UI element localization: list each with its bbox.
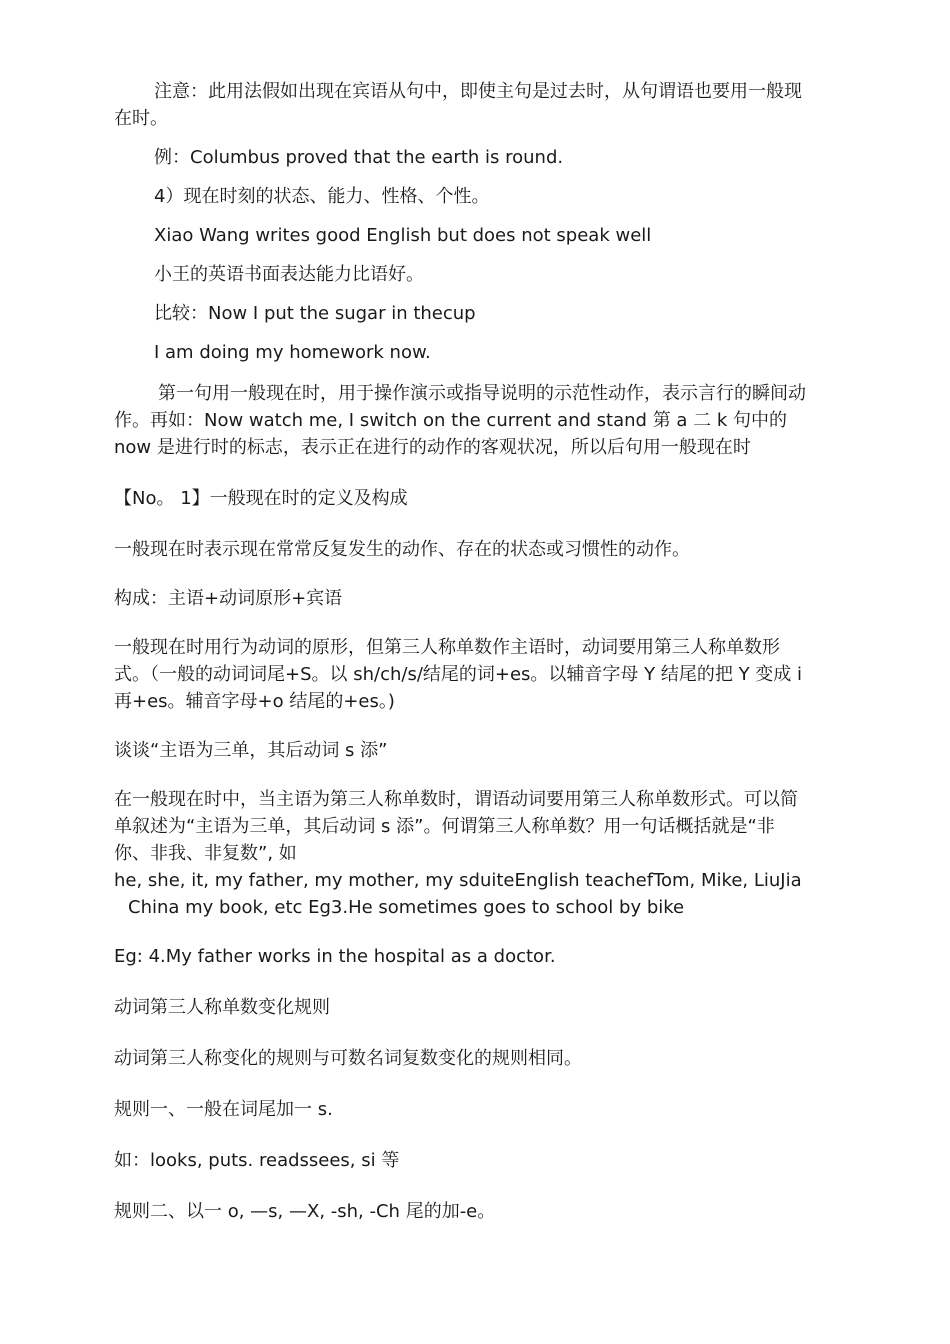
- text-line: 例：Columbus proved that the earth is round.: [154, 147, 564, 168]
- section-heading: 动词第三人称单数变化规则: [114, 997, 330, 1018]
- text-line: 作。再如：Now watch me, I switch on the current and stand 第 a 二 k 句中的: [114, 410, 788, 431]
- text-line: 4）现在时刻的状态、能力、性格、个性。: [154, 186, 490, 207]
- text-line: 如：looks, puts. readssees, si 等: [114, 1150, 400, 1171]
- text-line: 比较：Now I put the sugar in thecup: [154, 303, 476, 324]
- text-line: he, she, it, my father, my mother, my sduiteEnglish teachefTom, Mike, LiuJia: [114, 870, 802, 891]
- text-line: I am doing my homework now.: [154, 342, 431, 363]
- text-line: now 是进行时的标志，表示正在进行的动作的客观状况，所以后句用一般现在时: [114, 437, 751, 458]
- text-line: 再+es。辅音字母+o 结尾的+es。): [114, 691, 395, 712]
- text-line: 注意：此用法假如出现在宾语从句中，即使主句是过去时，从句谓语也要用一般现: [154, 81, 802, 102]
- text-line: 一般现在时用行为动词的原形，但第三人称单数作主语时，动词要用第三人称单数形: [114, 637, 780, 658]
- text-line: 在一般现在时中，当主语为第三人称单数时，谓语动词要用第三人称单数形式。可以简: [114, 789, 798, 810]
- text-line: 动词第三人称变化的规则与可数名词复数变化的规则相同。: [114, 1048, 582, 1069]
- text-line: Xiao Wang writes good English but does not speak well: [154, 225, 652, 246]
- text-line: 在时。: [114, 108, 168, 129]
- text-line: 规则二、以一 o, —s, —X, -sh, -Ch 尾的加-e。: [114, 1201, 496, 1222]
- text-line: 单叙述为“主语为三单，其后动词 s 添”。何谓第三人称单数？用一句话概括就是“非: [114, 816, 775, 837]
- text-line: 谈谈“主语为三单，其后动词 s 添”: [114, 740, 388, 761]
- text-line: 构成：主语+动词原形+宾语: [114, 588, 343, 609]
- text-line: 一般现在时表示现在常常反复发生的动作、存在的状态或习惯性的动作。: [114, 539, 690, 560]
- section-heading: 【No。 1】一般现在时的定义及构成: [114, 488, 408, 509]
- text-line: Eg: 4.My father works in the hospital as a doctor.: [114, 946, 556, 967]
- text-line: 规则一、一般在词尾加一 s.: [114, 1099, 333, 1120]
- text-line: 第一句用一般现在时，用于操作演示或指导说明的示范性动作，表示言行的瞬间动: [158, 383, 806, 404]
- text-line: 你、非我、非复数”, 如: [114, 843, 297, 864]
- text-line: 式。（一般的动词词尾+S。以 sh/ch/s/结尾的词+es。以辅音字母 Y 结尾的把 Y 变成 i: [114, 664, 803, 685]
- text-line: 小王的英语书面表达能力比语好。: [154, 264, 424, 285]
- text-line: China my book, etc Eg3.He sometimes goes to school by bike: [128, 897, 685, 918]
